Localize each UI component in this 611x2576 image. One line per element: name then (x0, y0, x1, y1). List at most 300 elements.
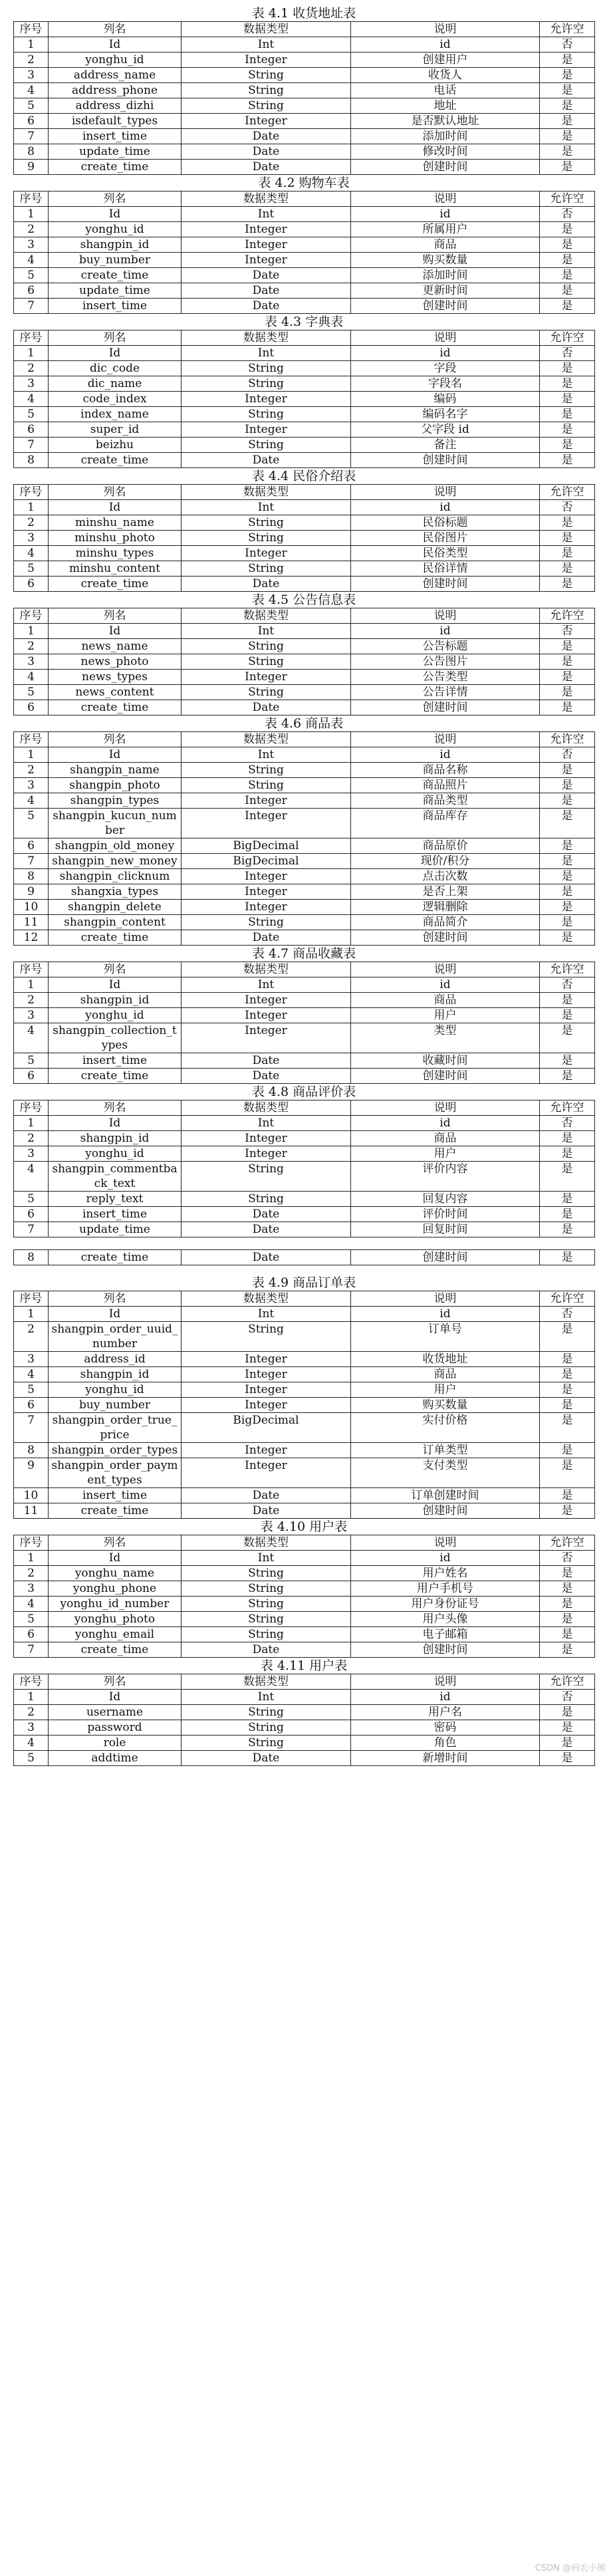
cell-nullable: 是 (540, 854, 595, 869)
cell-column: shangpin_order_payment_types (49, 1458, 182, 1488)
cell-nullable: 是 (540, 438, 595, 453)
table-row (14, 915, 595, 930)
cell-type: String (182, 1627, 351, 1642)
cell-desc: 商品照片 (351, 778, 540, 793)
table-row (14, 1551, 595, 1566)
cell-seq: 4 (14, 1367, 49, 1382)
header-cell-nullable: 允许空 (540, 1674, 595, 1690)
table-row (14, 930, 595, 946)
cell-seq: 8 (14, 1250, 49, 1265)
cell-desc: 评价时间 (351, 1207, 540, 1222)
table-row (14, 763, 595, 778)
cell-nullable: 是 (540, 561, 595, 577)
page-break-gap (13, 1237, 594, 1249)
table-row (14, 654, 595, 670)
cell-nullable: 否 (540, 624, 595, 639)
cell-seq: 6 (14, 700, 49, 715)
cell-column: news_types (49, 670, 182, 685)
header-cell-column: 列名 (49, 608, 182, 624)
header-cell-type: 数据类型 (182, 608, 351, 624)
cell-seq: 3 (14, 376, 49, 392)
cell-seq: 4 (14, 1023, 49, 1053)
cell-type: Int (182, 977, 351, 993)
table-row (14, 793, 595, 809)
cell-type: Date (182, 577, 351, 592)
cell-type: String (182, 561, 351, 577)
table-caption: 表 4.11 用户表 (260, 1658, 348, 1673)
cell-desc: 创建用户 (351, 53, 540, 68)
cell-type: Date (182, 700, 351, 715)
cell-seq: 5 (14, 1382, 49, 1398)
cell-desc: 逻辑删除 (351, 900, 540, 915)
cell-nullable: 是 (540, 1488, 595, 1503)
cell-desc: id (351, 1690, 540, 1705)
cell-nullable: 是 (540, 685, 595, 700)
header-cell-desc: 说明 (351, 1100, 540, 1116)
cell-nullable: 是 (540, 993, 595, 1008)
table-row (14, 577, 595, 592)
cell-type: String (182, 98, 351, 114)
cell-nullable: 是 (540, 869, 595, 884)
table-row (14, 129, 595, 144)
cell-seq: 1 (14, 977, 49, 993)
cell-type: String (182, 515, 351, 531)
cell-column: shangpin_clicknum (49, 869, 182, 884)
cell-desc: 创建时间 (351, 930, 540, 946)
cell-nullable: 是 (540, 1566, 595, 1581)
cell-nullable: 是 (540, 1069, 595, 1084)
header-cell-seq: 序号 (14, 962, 49, 977)
table-row (14, 299, 595, 314)
cell-seq: 2 (14, 1566, 49, 1581)
cell-type: Integer (182, 1382, 351, 1398)
cell-seq: 8 (14, 1443, 49, 1458)
cell-nullable: 是 (540, 422, 595, 438)
cell-type: String (182, 778, 351, 793)
cell-seq: 5 (14, 809, 49, 838)
cell-desc: 编码 (351, 392, 540, 407)
cell-desc: 用户 (351, 1382, 540, 1398)
header-cell-column: 列名 (49, 1100, 182, 1116)
table-row (14, 392, 595, 407)
cell-column: Id (49, 346, 182, 361)
cell-column: minshu_content (49, 561, 182, 577)
field-table (13, 1249, 595, 1265)
cell-desc: 用户 (351, 1008, 540, 1023)
cell-desc: 创建时间 (351, 577, 540, 592)
cell-nullable: 是 (540, 639, 595, 654)
cell-column: insert_time (49, 1207, 182, 1222)
cell-desc: 现价/积分 (351, 854, 540, 869)
cell-desc: 商品名称 (351, 763, 540, 778)
cell-column: shangpin_commentback_text (49, 1162, 182, 1192)
cell-seq: 2 (14, 639, 49, 654)
cell-type: Integer (182, 869, 351, 884)
header-cell-desc: 说明 (351, 485, 540, 500)
table-header-row (14, 1100, 595, 1116)
cell-column: password (49, 1720, 182, 1736)
header-cell-nullable: 允许空 (540, 962, 595, 977)
table-row (14, 53, 595, 68)
table-row (14, 700, 595, 715)
cell-seq: 4 (14, 1597, 49, 1612)
cell-seq: 8 (14, 144, 49, 160)
cell-seq: 3 (14, 1581, 49, 1597)
header-cell-seq: 序号 (14, 1291, 49, 1307)
cell-nullable: 是 (540, 392, 595, 407)
table-row (14, 561, 595, 577)
cell-desc: 商品 (351, 1131, 540, 1146)
table-caption: 表 4.2 购物车表 (258, 176, 350, 190)
cell-nullable: 是 (540, 1023, 595, 1053)
cell-type: Integer (182, 222, 351, 237)
cell-column: create_time (49, 1250, 182, 1265)
cell-column: address_name (49, 68, 182, 83)
cell-type: String (182, 1162, 351, 1192)
cell-nullable: 是 (540, 793, 595, 809)
cell-nullable: 是 (540, 361, 595, 376)
cell-desc: 创建时间 (351, 160, 540, 175)
cell-desc: 民俗类型 (351, 546, 540, 561)
cell-desc: 商品类型 (351, 793, 540, 809)
table-caption: 表 4.3 字典表 (264, 315, 344, 329)
table-row (14, 268, 595, 283)
cell-column: shangpin_id (49, 237, 182, 253)
table-row (14, 884, 595, 900)
cell-seq: 4 (14, 392, 49, 407)
cell-type: String (182, 68, 351, 83)
field-table (13, 191, 595, 314)
cell-nullable: 是 (540, 83, 595, 98)
cell-column: Id (49, 977, 182, 993)
cell-type: String (182, 1597, 351, 1612)
cell-type: Integer (182, 1352, 351, 1367)
cell-column: Id (49, 207, 182, 222)
cell-desc: id (351, 1551, 540, 1566)
table-row (14, 68, 595, 83)
field-table (13, 330, 595, 468)
cell-desc: id (351, 500, 540, 515)
cell-type: Integer (182, 809, 351, 838)
cell-column: insert_time (49, 1053, 182, 1069)
header-cell-type: 数据类型 (182, 962, 351, 977)
table-row (14, 1566, 595, 1581)
header-cell-seq: 序号 (14, 192, 49, 207)
cell-column: update_time (49, 144, 182, 160)
cell-seq: 1 (14, 1690, 49, 1705)
header-cell-desc: 说明 (351, 192, 540, 207)
cell-column: isdefault_types (49, 114, 182, 129)
cell-seq: 6 (14, 838, 49, 854)
cell-desc: 创建时间 (351, 453, 540, 468)
cell-column: shangpin_collection_types (49, 1023, 182, 1053)
header-cell-type: 数据类型 (182, 1674, 351, 1690)
table-row (14, 1023, 595, 1053)
cell-type: Integer (182, 392, 351, 407)
cell-seq: 6 (14, 1398, 49, 1413)
cell-desc: 添加时间 (351, 129, 540, 144)
cell-nullable: 是 (540, 531, 595, 546)
header-cell-type: 数据类型 (182, 1100, 351, 1116)
cell-seq: 7 (14, 1222, 49, 1237)
cell-nullable: 是 (540, 1503, 595, 1519)
cell-nullable: 是 (540, 670, 595, 685)
cell-seq: 3 (14, 1352, 49, 1367)
cell-column: minshu_types (49, 546, 182, 561)
header-cell-column: 列名 (49, 1535, 182, 1551)
table-row (14, 83, 595, 98)
cell-nullable: 是 (540, 838, 595, 854)
cell-nullable: 是 (540, 68, 595, 83)
cell-desc: 所属用户 (351, 222, 540, 237)
cell-nullable: 否 (540, 1307, 595, 1322)
cell-seq: 1 (14, 346, 49, 361)
cell-type: Integer (182, 253, 351, 268)
cell-desc: 公告详情 (351, 685, 540, 700)
header-cell-nullable: 允许空 (540, 608, 595, 624)
cell-desc: 创建时间 (351, 700, 540, 715)
header-cell-type: 数据类型 (182, 1535, 351, 1551)
cell-type: String (182, 1581, 351, 1597)
cell-type: String (182, 639, 351, 654)
cell-nullable: 是 (540, 884, 595, 900)
cell-type: Date (182, 1250, 351, 1265)
cell-type: Integer (182, 237, 351, 253)
cell-seq: 2 (14, 993, 49, 1008)
cell-column: yonghu_id_number (49, 1597, 182, 1612)
cell-type: Integer (182, 1367, 351, 1382)
cell-desc: 电子邮箱 (351, 1627, 540, 1642)
cell-desc: id (351, 1116, 540, 1131)
cell-nullable: 是 (540, 900, 595, 915)
cell-desc: 收货人 (351, 68, 540, 83)
cell-seq: 6 (14, 1207, 49, 1222)
cell-nullable: 是 (540, 778, 595, 793)
cell-desc: 创建时间 (351, 1642, 540, 1658)
table-row (14, 1443, 595, 1458)
cell-type: Integer (182, 546, 351, 561)
cell-desc: 用户姓名 (351, 1566, 540, 1581)
cell-nullable: 否 (540, 1116, 595, 1131)
cell-type: Date (182, 160, 351, 175)
cell-type: Integer (182, 993, 351, 1008)
cell-seq: 1 (14, 37, 49, 53)
cell-seq: 2 (14, 1705, 49, 1720)
cell-column: shangpin_order_types (49, 1443, 182, 1458)
cell-nullable: 是 (540, 1322, 595, 1352)
cell-nullable: 是 (540, 915, 595, 930)
cell-seq: 4 (14, 83, 49, 98)
cell-seq: 2 (14, 515, 49, 531)
cell-column: shangpin_delete (49, 900, 182, 915)
cell-column: shangpin_order_uuid_number (49, 1322, 182, 1352)
cell-type: Date (182, 1053, 351, 1069)
cell-type: String (182, 1566, 351, 1581)
cell-type: Int (182, 1690, 351, 1705)
table-row (14, 1192, 595, 1207)
table-row (14, 1627, 595, 1642)
header-cell-seq: 序号 (14, 732, 49, 747)
header-cell-type: 数据类型 (182, 330, 351, 346)
cell-type: Date (182, 299, 351, 314)
table-row (14, 778, 595, 793)
cell-type: String (182, 915, 351, 930)
cell-desc: 更新时间 (351, 283, 540, 299)
cell-desc: 修改时间 (351, 144, 540, 160)
cell-column: index_name (49, 407, 182, 422)
cell-desc: 公告类型 (351, 670, 540, 685)
cell-seq: 1 (14, 1116, 49, 1131)
header-cell-seq: 序号 (14, 330, 49, 346)
table-row (14, 1222, 595, 1237)
cell-type: String (182, 376, 351, 392)
table-row (14, 1612, 595, 1627)
cell-desc: 创建时间 (351, 1503, 540, 1519)
table-row (14, 1581, 595, 1597)
table-row (14, 1322, 595, 1352)
cell-column: shangpin_content (49, 915, 182, 930)
cell-desc: 用户身份证号 (351, 1597, 540, 1612)
table-row (14, 685, 595, 700)
cell-type: String (182, 1192, 351, 1207)
table-row (14, 1382, 595, 1398)
table-row (14, 253, 595, 268)
cell-desc: 商品简介 (351, 915, 540, 930)
table-row (14, 376, 595, 392)
cell-desc: 回复时间 (351, 1222, 540, 1237)
cell-nullable: 是 (540, 1146, 595, 1162)
cell-column: create_time (49, 1503, 182, 1519)
cell-column: beizhu (49, 438, 182, 453)
cell-desc: 创建时间 (351, 1250, 540, 1265)
cell-column: address_id (49, 1352, 182, 1367)
cell-desc: id (351, 207, 540, 222)
table-row (14, 1207, 595, 1222)
header-cell-column: 列名 (49, 1291, 182, 1307)
field-table (13, 1100, 595, 1237)
table-row (14, 624, 595, 639)
header-cell-desc: 说明 (351, 1674, 540, 1690)
table-row (14, 207, 595, 222)
header-cell-nullable: 允许空 (540, 22, 595, 37)
header-cell-desc: 说明 (351, 608, 540, 624)
cell-column: create_time (49, 453, 182, 468)
cell-seq: 1 (14, 1551, 49, 1566)
cell-desc: 民俗图片 (351, 531, 540, 546)
cell-nullable: 否 (540, 207, 595, 222)
cell-desc: id (351, 346, 540, 361)
cell-nullable: 是 (540, 237, 595, 253)
cell-desc: id (351, 624, 540, 639)
table-row (14, 1736, 595, 1751)
table-header-row (14, 1674, 595, 1690)
cell-column: Id (49, 1116, 182, 1131)
cell-column: yonghu_name (49, 1566, 182, 1581)
cell-seq: 10 (14, 1488, 49, 1503)
cell-column: dic_name (49, 376, 182, 392)
cell-seq: 1 (14, 500, 49, 515)
table-row (14, 283, 595, 299)
cell-seq: 7 (14, 1413, 49, 1443)
cell-desc: 字段 (351, 361, 540, 376)
cell-nullable: 否 (540, 977, 595, 993)
cell-seq: 5 (14, 98, 49, 114)
cell-type: Int (182, 500, 351, 515)
cell-nullable: 是 (540, 1352, 595, 1367)
table-row (14, 222, 595, 237)
cell-type: Integer (182, 1008, 351, 1023)
cell-type: Integer (182, 884, 351, 900)
cell-desc: 公告图片 (351, 654, 540, 670)
cell-column: Id (49, 1690, 182, 1705)
cell-type: Int (182, 624, 351, 639)
cell-seq: 4 (14, 793, 49, 809)
cell-nullable: 是 (540, 53, 595, 68)
table-caption: 表 4.4 民俗介绍表 (251, 469, 356, 483)
document-body (13, 5, 594, 1766)
cell-column: yonghu_photo (49, 1612, 182, 1627)
cell-seq: 2 (14, 1322, 49, 1352)
header-cell-type: 数据类型 (182, 1291, 351, 1307)
cell-nullable: 是 (540, 654, 595, 670)
cell-seq: 3 (14, 778, 49, 793)
table-row (14, 1398, 595, 1413)
table-row (14, 237, 595, 253)
cell-desc: 角色 (351, 1736, 540, 1751)
table-row (14, 144, 595, 160)
table-header-row (14, 732, 595, 747)
table-row (14, 114, 595, 129)
header-cell-column: 列名 (49, 732, 182, 747)
table-row (14, 1597, 595, 1612)
cell-nullable: 是 (540, 1627, 595, 1642)
cell-nullable: 否 (540, 37, 595, 53)
cell-seq: 7 (14, 299, 49, 314)
cell-seq: 5 (14, 268, 49, 283)
table-row (14, 160, 595, 175)
cell-column: address_phone (49, 83, 182, 98)
cell-seq: 6 (14, 1069, 49, 1084)
cell-nullable: 是 (540, 98, 595, 114)
field-table (13, 962, 595, 1084)
header-cell-seq: 序号 (14, 22, 49, 37)
table-header-row (14, 608, 595, 624)
cell-column: news_content (49, 685, 182, 700)
header-cell-column: 列名 (49, 192, 182, 207)
cell-column: yonghu_id (49, 1008, 182, 1023)
cell-desc: 回复内容 (351, 1192, 540, 1207)
table-row (14, 1008, 595, 1023)
cell-column: shangpin_kucun_number (49, 809, 182, 838)
cell-type: Int (182, 1116, 351, 1131)
cell-seq: 11 (14, 915, 49, 930)
cell-seq: 2 (14, 222, 49, 237)
table-row (14, 37, 595, 53)
table-row (14, 1250, 595, 1265)
cell-column: yonghu_email (49, 1627, 182, 1642)
cell-nullable: 是 (540, 253, 595, 268)
table-row (14, 531, 595, 546)
header-cell-desc: 说明 (351, 732, 540, 747)
table-row (14, 1367, 595, 1382)
cell-type: Integer (182, 793, 351, 809)
table-row (14, 1146, 595, 1162)
cell-column: insert_time (49, 1488, 182, 1503)
cell-seq: 5 (14, 685, 49, 700)
cell-column: Id (49, 37, 182, 53)
header-cell-seq: 序号 (14, 1674, 49, 1690)
cell-nullable: 是 (540, 700, 595, 715)
